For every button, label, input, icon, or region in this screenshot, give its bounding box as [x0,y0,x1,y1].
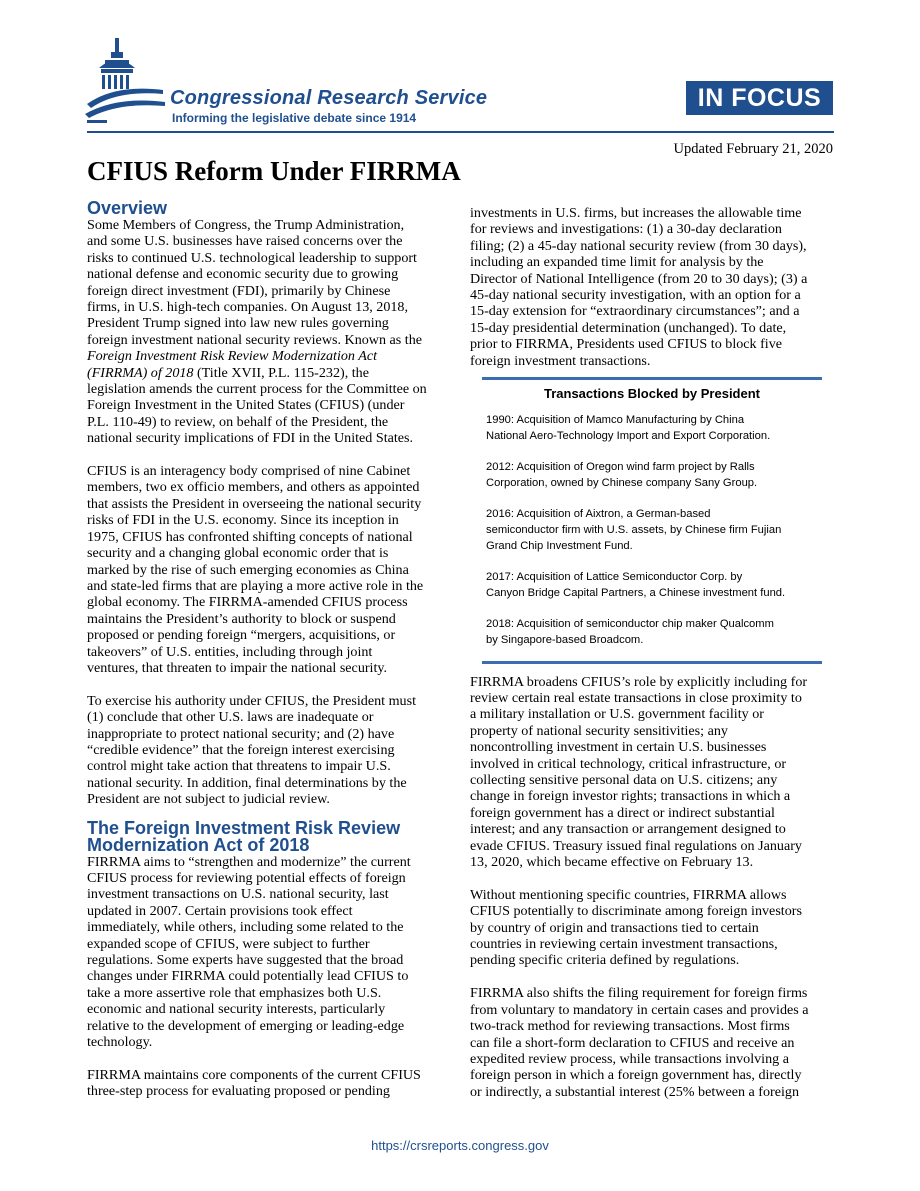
text-line: property of national security sensitivities; any [470,722,728,739]
text-line: ventures, that threaten to impair the national security. [87,659,388,676]
text-line: “credible evidence” that the foreign interest exercising [87,741,395,758]
text-line: collecting sensitive personal data on U.S. citizens; any [470,772,778,789]
text-line: National Aero-Technology Import and Export Corporation. [486,429,771,442]
overview-paragraph-2 [87,463,449,676]
text-line: change in foreign investor rights; transactions in which a [470,788,791,805]
act-name-italic: (FIRRMA) of 2018 [87,364,194,381]
blocked-transactions-box [482,377,822,664]
text-line: involved in critical technology, critical infrastructure, or [470,755,787,772]
overview-paragraph-3 [87,693,449,808]
text-line: take a more assertive role that emphasizes both U.S. [87,984,382,1001]
text-line: a military installation or U.S. government facility or [470,706,764,723]
text-line: noncontrolling investment in certain U.S. businesses [470,739,767,756]
text-line: Without mentioning specific countries, FIRRMA allows [470,886,787,903]
text-line: including an expanded time limit for analysis by the [470,254,764,271]
text-line: FIRRMA aims to “strengthen and modernize” the current [87,853,411,870]
text-line: or indirectly, a substantial interest (25% between a foreign [470,1083,800,1100]
text-line: 2017: Acquisition of Lattice Semiconductor Corp. by [486,571,743,584]
text-line: technology. [87,1034,153,1051]
right-column [470,205,834,1100]
text-line: interest; and any transaction or arrangement designed to [470,821,786,838]
text-line: proposed or pending foreign “mergers, acquisitions, or [87,627,396,644]
text-line: 15-day presidential determination (unchanged). To date, [470,319,787,336]
text-line: regulations. Some experts have suggested that the broad [87,952,404,969]
text-line: national security. In addition, final determinations by the [87,774,407,791]
text-line: firms, in U.S. high-tech companies. On August 13, 2018, [87,299,408,316]
firrma-heading [87,817,449,855]
list-item [486,507,820,554]
overview-heading: Overview [87,198,168,218]
text-line: Some Members of Congress, the Trump Administration, [87,217,405,233]
text-line: national security implications of FDI in the United States. [87,430,414,447]
text-line: pending specific criteria defined by regulations. [470,952,740,969]
filing-paragraph [470,985,834,1100]
text-line: CFIUS potentially to discriminate among foreign investors [470,903,802,920]
heading-line: Modernization Act of 2018 [87,834,310,855]
document-title: CFIUS Reform Under FIRRMA [87,156,461,186]
text-line: investments in U.S. firms, but increases the allowable time [470,205,802,221]
text-line: 15-day extension for “extraordinary circumstances”; and a [470,303,800,320]
text-line: risks to continued U.S. technological leadership to support [87,249,417,266]
text-line: from voluntary to mandatory in certain cases and provides a [470,1001,809,1018]
text-line: national defense and economic security due to growing [87,266,399,283]
text-line: prior to FIRRMA, Presidents used CFIUS to block five [470,336,783,353]
text-line: updated in 2007. Certain provisions took effect [87,902,353,919]
left-column [87,200,449,1100]
text-line: Grand Chip Investment Fund. [486,539,633,552]
text-line: 2012: Acquisition of Oregon wind farm project by Ralls [486,461,755,474]
in-focus-badge: IN FOCUS [686,81,833,115]
text-line: two-track method for reviewing transactions. Most firms [470,1018,790,1035]
text-line: investment transactions on U.S. national security, last [87,886,389,903]
text-line: can file a short-form declaration to CFIUS and receive an [470,1034,795,1051]
list-item [486,617,820,648]
text-line: Foreign Investment in the United States (CFIUS) (under [87,397,405,414]
text-line: foreign investment national security reviews. Known as the [87,331,423,348]
org-tagline: Informing the legislative debate since 1914 [172,111,417,125]
text-line: countries in reviewing certain investment transactions, [470,936,778,953]
heading-line: The Foreign Investment Risk Review [87,817,401,838]
text-line: foreign investment transactions. [470,352,651,369]
text-line: 45-day national security investigation, with an option for a [470,287,801,304]
text-line: immediately, while others, including some related to the [87,919,404,936]
text-line: 2018: Acquisition of semiconductor chip maker Qualcomm [486,618,774,631]
text-line: that assists the President in overseeing the national security [87,495,422,512]
firrma-paragraph-1 [87,854,449,1051]
text-line: expedited review process, while transactions involving a [470,1050,789,1067]
text-line: foreign person in which a foreign government has, directly [470,1067,802,1084]
org-name: Congressional Research Service [170,87,488,109]
text-line: FIRRMA maintains core components of the current CFIUS [87,1066,421,1083]
text-line: filing; (2) a 45-day national security review (from 30 days), [470,237,807,254]
text-line: To exercise his authority under CFIUS, the President must [87,692,416,709]
text-line: President Trump signed into law new rules governing [87,315,389,332]
text-line: 2016: Acquisition of Aixtron, a German-based [486,508,711,521]
text-line: foreign government has a direct or indirect substantial [470,804,775,821]
text-line: security and a changing global economic order that is [87,545,389,562]
review-timeline-paragraph [470,205,834,369]
overview-paragraph-1 [87,217,449,447]
text-line: review certain real estate transactions in close proximity to [470,690,802,706]
firrma-paragraph-2 [87,1067,449,1100]
box-title: Transactions Blocked by President [543,386,761,402]
text-line: economic and national security interests, particularly [87,1001,386,1018]
text-line: P.L. 110-49) to review, on behalf of the President, the [87,413,389,430]
report-header [0,0,920,157]
text-line: CFIUS process for reviewing potential effects of foreign [87,870,406,886]
text-line: evade CFIUS. Treasury issued final regulations on January [470,837,802,854]
text-line: (Title XVII, P.L. 115-232), the [193,364,369,381]
text-line: by Singapore-based Broadcom. [486,634,644,646]
text-line: by country of origin and transactions tied to certain [470,919,759,936]
text-line: Corporation, owned by Chinese company Sany Group. [486,476,758,489]
text-line: Canyon Bridge Capital Partners, a Chinese investment fund. [486,586,786,599]
text-line: FIRRMA broadens CFIUS’s role by explicitly including for [470,673,808,690]
text-line: 13, 2020, which became effective on February 13. [470,854,754,871]
text-line: risks of FDI in the U.S. economy. Since its inception in [87,512,399,529]
text-line: President are not subject to judicial review. [87,791,330,808]
footer-link[interactable]: https://crsreports.congress.gov [371,1138,549,1153]
text-line: legislation amends the current process for the Committee on [87,381,427,398]
updated-date: Updated February 21, 2020 [673,141,833,157]
text-line: global economy. The FIRRMA-amended CFIUS process [87,594,408,611]
text-line: Director of National Intelligence (from 20 to 30 days); (3) a [470,270,808,287]
text-line: (1) conclude that other U.S. laws are inadequate or [87,709,374,726]
list-item [486,460,820,491]
text-line: 1975, CFIUS has confronted shifting concepts of national [87,528,413,545]
text-line: members, two ex officio members, and others as appointed [87,479,420,496]
text-line: three-step process for evaluating proposed or pending [87,1083,390,1100]
text-line: for reviews and investigations: (1) a 30-day declaration [470,221,782,238]
text-line: relative to the development of emerging or leading-edge [87,1017,405,1034]
text-line: and state-led firms that are playing a more active role in the [87,577,424,594]
text-line: control might take action that threatens to impair U.S. [87,758,391,775]
text-line: and some U.S. businesses have raised concerns over the [87,233,403,250]
text-line: semiconductor firm with U.S. assets, by Chinese firm Fujian [486,524,782,537]
act-name-italic: Foreign Investment Risk Review Modernization Act [87,348,378,365]
text-line: inappropriate to protect national security; and (2) have [87,725,395,742]
text-line: FIRRMA also shifts the filing requirement for foreign firms [470,985,808,1002]
header-rule [87,131,834,133]
list-item [486,570,820,601]
text-line: foreign direct investment (FDI), primarily by Chinese [87,282,391,299]
text-line: takeovers” of U.S. entities, including through joint [87,643,373,660]
text-line: maintains the President’s authority to block or suspend [87,610,396,627]
country-paragraph [470,887,834,969]
text-line: expanded scope of CFIUS, were subject to further [87,935,370,952]
text-line: changes under FIRRMA could potentially lead CFIUS to [87,968,409,985]
text-line: CFIUS is an interagency body comprised of nine Cabinet [87,463,411,480]
list-item [486,413,820,444]
capitol-dome-icon [85,38,165,130]
text-line: marked by the rise of such emerging economies as China [87,561,409,578]
text-line: 1990: Acquisition of Mamco Manufacturing by China [486,414,745,427]
scope-paragraph [470,674,834,871]
